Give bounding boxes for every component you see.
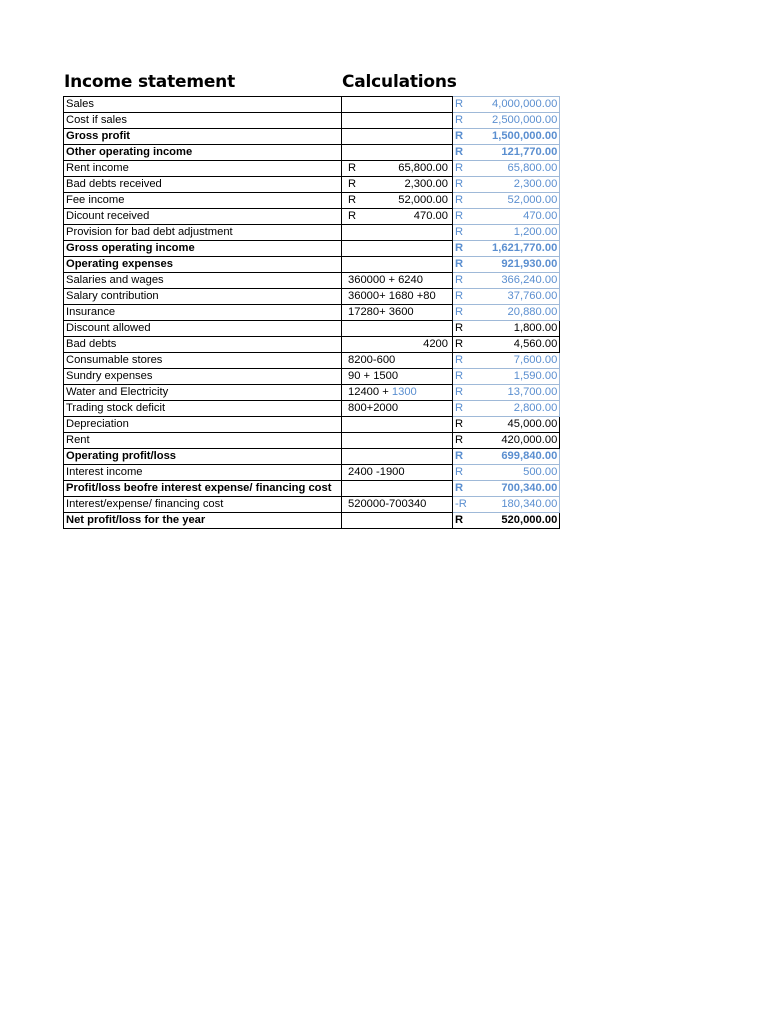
amount-cell[interactable]: 366,240.00 [469, 273, 560, 289]
currency-symbol-cell[interactable]: R [453, 321, 469, 337]
amount-cell[interactable]: 1,621,770.00 [469, 241, 560, 257]
table-row [64, 465, 560, 481]
calc-formula [348, 305, 414, 320]
currency-symbol-cell[interactable]: R [453, 449, 469, 465]
amount-cell[interactable]: 1,800.00 [469, 321, 560, 337]
amount-cell[interactable]: 52,000.00 [469, 193, 560, 209]
table-row [64, 385, 560, 401]
currency-symbol-cell[interactable]: R [453, 161, 469, 177]
currency-symbol-cell[interactable]: R [453, 241, 469, 257]
amount-cell[interactable]: 470.00 [469, 209, 560, 225]
row-label-cell[interactable]: Fee income [64, 193, 342, 209]
row-label-cell[interactable]: Sales [64, 97, 342, 113]
calc-formula [348, 385, 417, 400]
currency-symbol-cell[interactable]: R [453, 273, 469, 289]
income-statement-title: Income statement [64, 72, 235, 92]
calculation-cell[interactable] [342, 465, 453, 481]
calc-formula-text: 12400 + [348, 386, 392, 398]
currency-symbol-cell[interactable]: R [453, 177, 469, 193]
currency-symbol-cell[interactable]: R [453, 337, 469, 353]
table-row [64, 193, 560, 209]
row-label-cell[interactable]: Sundry expenses [64, 369, 342, 385]
calculation-cell[interactable] [342, 401, 453, 417]
calc-amount: 470.00 [413, 210, 448, 222]
row-label-cell[interactable]: Interest income [64, 465, 342, 481]
income-statement-table [63, 96, 560, 529]
calc-currency-symbol: R [348, 210, 357, 222]
calc-formula [348, 353, 395, 368]
currency-symbol-cell[interactable]: R [453, 305, 469, 321]
calculations-title: Calculations [342, 72, 457, 92]
calc-currency-symbol: R [348, 162, 357, 174]
calculation-cell[interactable] [342, 497, 453, 513]
calculation-content [344, 401, 450, 416]
calculation-content [344, 305, 450, 320]
calc-formula [348, 401, 398, 416]
row-label-cell[interactable]: Depreciation [64, 417, 342, 433]
calc-formula [348, 369, 398, 384]
currency-symbol-cell[interactable]: R [453, 145, 469, 161]
calculation-cell[interactable] [342, 289, 453, 305]
calculation-cell[interactable] [342, 273, 453, 289]
currency-symbol-cell[interactable]: -R [453, 497, 469, 513]
amount-cell[interactable]: 699,840.00 [469, 449, 560, 465]
row-label-cell[interactable]: Provision for bad debt adjustment [64, 225, 342, 241]
currency-symbol-cell[interactable]: R [453, 209, 469, 225]
amount-cell[interactable]: 1,500,000.00 [469, 129, 560, 145]
calculation-cell[interactable] [342, 177, 453, 193]
calc-formula-highlight: 1300 [391, 386, 417, 398]
table-row [64, 481, 560, 497]
row-label-cell[interactable]: Rent [64, 433, 342, 449]
calculation-cell[interactable] [342, 433, 453, 449]
table-row [64, 401, 560, 417]
calc-currency-symbol: R [348, 178, 357, 190]
calculation-cell[interactable] [342, 449, 453, 465]
table-row [64, 225, 560, 241]
currency-symbol-cell[interactable]: R [453, 369, 469, 385]
row-label-cell[interactable]: Rent income [64, 161, 342, 177]
amount-cell[interactable]: 1,200.00 [469, 225, 560, 241]
row-label-cell[interactable]: Operating profit/loss [64, 449, 342, 465]
table-row [64, 337, 560, 353]
row-label-cell[interactable]: Interest/expense/ financing cost [64, 497, 342, 513]
currency-symbol-cell[interactable]: R [453, 465, 469, 481]
calc-formula [348, 465, 405, 480]
calculation-cell[interactable] [342, 369, 453, 385]
table-row [64, 145, 560, 161]
calculation-cell[interactable] [342, 145, 453, 161]
amount-cell[interactable]: 45,000.00 [469, 417, 560, 433]
calc-currency-symbol: R [348, 194, 357, 206]
row-label-cell[interactable]: Bad debts [64, 337, 342, 353]
table-row [64, 257, 560, 273]
calc-formula [348, 289, 436, 304]
currency-symbol-cell[interactable]: R [453, 113, 469, 129]
calc-formula-text: 800+2000 [348, 402, 399, 414]
row-label-cell[interactable]: Cost if sales [64, 113, 342, 129]
calculation-content [344, 177, 450, 192]
calculation-cell[interactable] [342, 225, 453, 241]
currency-symbol-cell[interactable]: R [453, 225, 469, 241]
amount-cell[interactable]: 4,560.00 [469, 337, 560, 353]
amount-cell[interactable]: 37,760.00 [469, 289, 560, 305]
row-label-cell[interactable]: Profit/loss beofre interest expense/ financing cost [64, 481, 342, 497]
amount-cell[interactable]: 121,770.00 [469, 145, 560, 161]
calculation-content [344, 161, 450, 176]
calculation-cell[interactable] [342, 113, 453, 129]
amount-cell[interactable]: 7,600.00 [469, 353, 560, 369]
currency-symbol-cell[interactable]: R [453, 193, 469, 209]
row-label-cell[interactable]: Salary contribution [64, 289, 342, 305]
calculation-cell[interactable] [342, 417, 453, 433]
currency-symbol-cell[interactable]: R [453, 257, 469, 273]
row-label-cell[interactable]: Consumable stores [64, 353, 342, 369]
amount-cell[interactable]: 700,340.00 [469, 481, 560, 497]
calculation-cell[interactable] [342, 513, 453, 529]
calculation-content [344, 193, 450, 208]
calculation-cell[interactable] [342, 305, 453, 321]
calculation-cell[interactable] [342, 129, 453, 145]
amount-cell[interactable]: 1,590.00 [469, 369, 560, 385]
calculation-cell[interactable] [342, 481, 453, 497]
calc-amount: 2,300.00 [404, 178, 448, 190]
currency-symbol-cell[interactable]: R [453, 289, 469, 305]
calc-formula-text: 36000+ 1680 +80 [348, 290, 436, 302]
table-row [64, 113, 560, 129]
amount-cell[interactable]: 65,800.00 [469, 161, 560, 177]
table-row [64, 289, 560, 305]
amount-cell[interactable]: 420,000.00 [469, 433, 560, 449]
amount-cell[interactable]: 180,340.00 [469, 497, 560, 513]
calc-formula-text: 2400 -1900 [348, 466, 405, 478]
row-label-cell[interactable]: Salaries and wages [64, 273, 342, 289]
table-row [64, 129, 560, 145]
calculation-content [344, 273, 450, 288]
calculation-cell[interactable] [342, 209, 453, 225]
calc-formula [348, 497, 426, 512]
currency-symbol-cell[interactable]: R [453, 513, 469, 529]
row-label-cell[interactable]: Other operating income [64, 145, 342, 161]
calculation-cell[interactable] [342, 241, 453, 257]
table-row [64, 369, 560, 385]
calculation-cell[interactable] [342, 193, 453, 209]
currency-symbol-cell[interactable]: R [453, 385, 469, 401]
currency-symbol-cell[interactable]: R [453, 481, 469, 497]
row-label-cell[interactable]: Operating expenses [64, 257, 342, 273]
calculation-content [344, 497, 450, 512]
row-label-cell[interactable]: Water and Electricity [64, 385, 342, 401]
table-row [64, 241, 560, 257]
calculation-cell[interactable] [342, 321, 453, 337]
amount-cell[interactable]: 13,700.00 [469, 385, 560, 401]
row-label-cell[interactable]: Trading stock deficit [64, 401, 342, 417]
amount-cell[interactable]: 921,930.00 [469, 257, 560, 273]
calculation-content [344, 337, 450, 352]
calculation-content [344, 369, 450, 384]
calc-formula-text: 520000-700340 [348, 498, 427, 510]
table-row [64, 353, 560, 369]
amount-cell[interactable]: 2,500,000.00 [469, 113, 560, 129]
currency-symbol-cell[interactable]: R [453, 353, 469, 369]
table-row [64, 449, 560, 465]
row-label-cell[interactable]: Net profit/loss for the year [64, 513, 342, 529]
table-row [64, 417, 560, 433]
table-row [64, 513, 560, 529]
calc-formula-text: 90 + 1500 [348, 370, 399, 382]
currency-symbol-cell[interactable]: R [453, 97, 469, 113]
currency-symbol-cell[interactable]: R [453, 417, 469, 433]
amount-cell[interactable]: 2,800.00 [469, 401, 560, 417]
table-row [64, 97, 560, 113]
calculation-content [344, 289, 450, 304]
amount-cell[interactable]: 2,300.00 [469, 177, 560, 193]
table-row [64, 305, 560, 321]
table-row [64, 209, 560, 225]
amount-cell[interactable]: 20,880.00 [469, 305, 560, 321]
currency-symbol-cell[interactable]: R [453, 129, 469, 145]
row-label-cell[interactable]: Discount allowed [64, 321, 342, 337]
table-row [64, 497, 560, 513]
calculation-cell[interactable] [342, 161, 453, 177]
calculation-cell[interactable] [342, 257, 453, 273]
table-row [64, 177, 560, 193]
calc-formula [348, 273, 423, 288]
row-label-cell[interactable]: Gross profit [64, 129, 342, 145]
row-label-cell[interactable]: Bad debts received [64, 177, 342, 193]
calculation-cell[interactable] [342, 353, 453, 369]
calc-formula-text: 8200-600 [348, 354, 396, 366]
calculation-content [344, 465, 450, 480]
calc-amount: 65,800.00 [398, 162, 448, 174]
calc-formula-text: 17280+ 3600 [348, 306, 414, 318]
amount-cell[interactable]: 520,000.00 [469, 513, 560, 529]
currency-symbol-cell[interactable]: R [453, 433, 469, 449]
calculation-cell[interactable] [342, 337, 453, 353]
table-row [64, 433, 560, 449]
row-label-cell[interactable]: Gross operating income [64, 241, 342, 257]
calc-amount: 52,000.00 [398, 194, 448, 206]
calculation-cell[interactable] [342, 97, 453, 113]
currency-symbol-cell[interactable]: R [453, 401, 469, 417]
calc-amount: 4200 [423, 338, 448, 350]
table-row [64, 161, 560, 177]
row-label-cell[interactable]: Dicount received [64, 209, 342, 225]
calc-formula-text: 360000 + 6240 [348, 274, 423, 286]
amount-cell[interactable]: 500.00 [469, 465, 560, 481]
calculation-content [344, 385, 450, 400]
table-row [64, 273, 560, 289]
calculation-content [344, 209, 450, 224]
calculation-content [344, 353, 450, 368]
calculation-cell[interactable] [342, 385, 453, 401]
row-label-cell[interactable]: Insurance [64, 305, 342, 321]
amount-cell[interactable]: 4,000,000.00 [469, 97, 560, 113]
table-row [64, 321, 560, 337]
